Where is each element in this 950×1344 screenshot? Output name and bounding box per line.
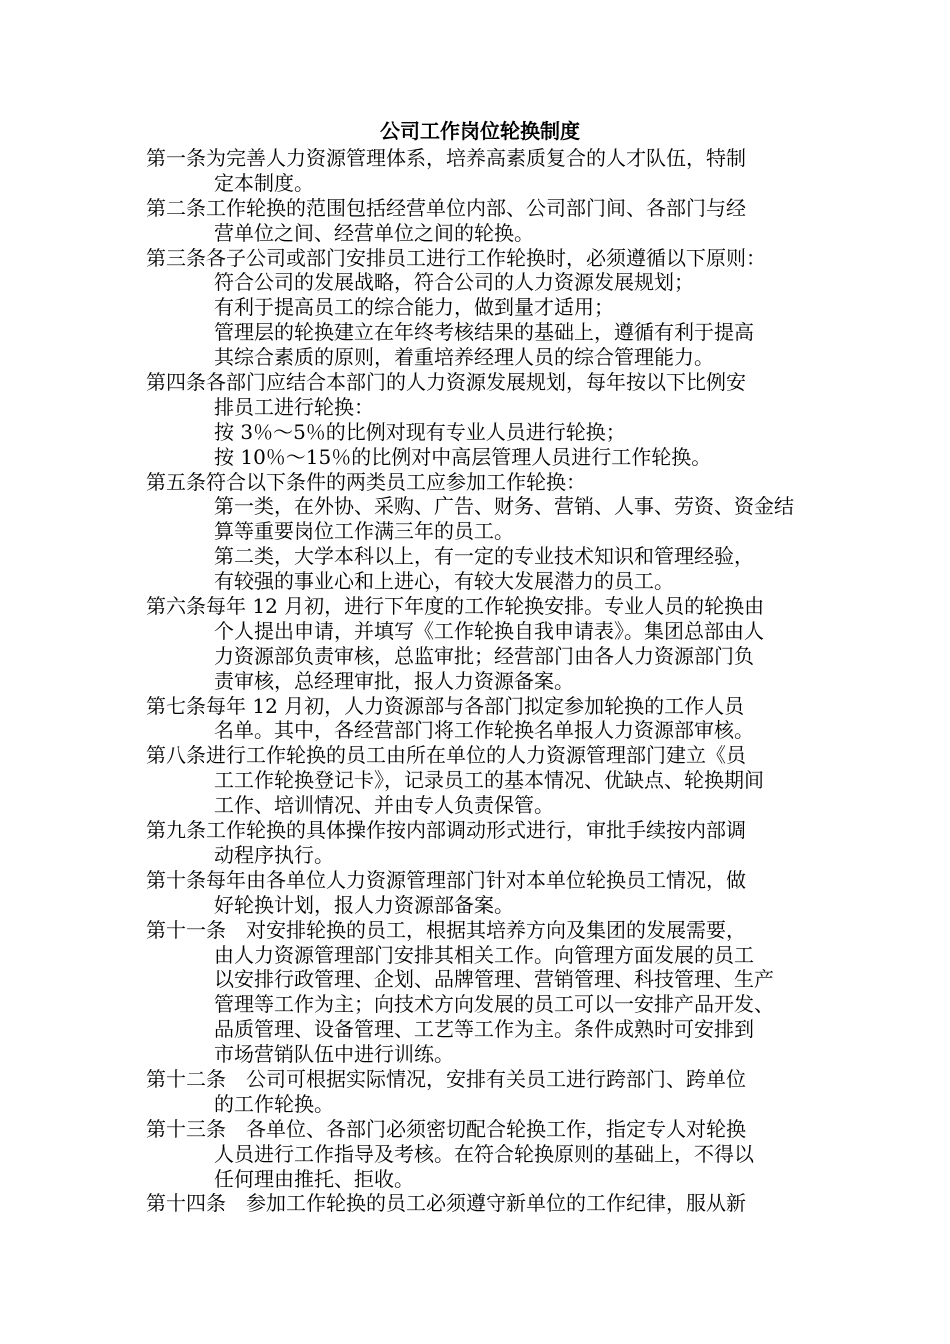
article-5-line-2: 第一类，在外协、采购、广告、财务、营销、人事、劳资、资金结 (214, 494, 794, 519)
article-10 (146, 868, 814, 918)
article-9 (146, 818, 814, 868)
article-8-line-3: 工作、培训情况、并由专人负责保管。 (214, 793, 554, 818)
article-12-line-1: 第十二条 公司可根据实际情况，安排有关员工进行跨部门、跨单位 (146, 1066, 746, 1091)
article-6-line-2: 个人提出申请，并填写《工作轮换自我申请表》。集团总部由人 (214, 618, 764, 643)
article-4 (146, 370, 814, 470)
article-3-line-3: 有利于提高员工的综合能力，做到量才适用； (214, 295, 614, 320)
article-13-line-1: 第十三条 各单位、各部门必须密切配合轮换工作，指定专人对轮换 (146, 1116, 746, 1141)
article-11-line-3: 以安排行政管理、企划、品牌管理、营销管理、科技管理、生产 (214, 967, 774, 992)
article-11-line-2: 由人力资源管理部门安排其相关工作。向管理方面发展的员工 (214, 942, 754, 967)
article-7-line-2: 名单。其中，各经营部门将工作轮换名单报人力资源部审核。 (214, 718, 754, 743)
article-11-line-5: 品质管理、设备管理、工艺等工作为主。条件成熟时可安排到 (214, 1017, 754, 1042)
article-12 (146, 1067, 814, 1117)
article-1-line-2: 定本制度。 (214, 170, 314, 195)
article-3-line-4: 管理层的轮换建立在年终考核结果的基础上，遵循有利于提高 (214, 320, 754, 345)
article-9-line-1: 第九条工作轮换的具体操作按内部调动形式进行，审批手续按内部调 (146, 818, 746, 843)
article-6-line-4: 责审核，总经理审批，报人力资源备案。 (214, 668, 574, 693)
article-10-line-2: 好轮换计划，报人力资源部备案。 (214, 892, 514, 917)
article-2-line-1: 第二条工作轮换的范围包括经营单位内部、公司部门间、各部门与经 (146, 195, 746, 220)
article-10-line-1: 第十条每年由各单位人力资源管理部门针对本单位轮换员工情况，做 (146, 867, 746, 892)
article-14 (146, 1191, 814, 1216)
article-4-line-1: 第四条各部门应结合本部门的人力资源发展规划，每年按以下比例安 (146, 370, 746, 395)
article-2 (146, 196, 814, 246)
document-page (146, 118, 814, 1216)
article-5 (146, 470, 814, 594)
article-3 (146, 246, 814, 370)
article-8-line-2: 工工作轮换登记卡》，记录员工的基本情况、优缺点、轮换期间 (214, 768, 764, 793)
article-9-line-2: 动程序执行。 (214, 842, 334, 867)
article-11-line-4: 管理等工作为主；向技术方向发展的员工可以一安排产品开发、 (214, 992, 774, 1017)
article-5-line-3: 算等重要岗位工作满三年的员工。 (214, 519, 514, 544)
article-4-line-4: 按 10％～15％的比例对中高层管理人员进行工作轮换。 (214, 444, 712, 469)
article-12-line-2: 的工作轮换。 (214, 1091, 334, 1116)
article-11-line-6: 市场营销队伍中进行训练。 (214, 1042, 454, 1067)
article-6-line-1: 第六条每年 12 月初，进行下年度的工作轮换安排。专业人员的轮换由 (146, 594, 765, 619)
article-13-line-2: 人员进行工作指导及考核。在符合轮换原则的基础上，不得以 (214, 1141, 754, 1166)
article-6 (146, 594, 814, 694)
article-3-line-1: 第三条各子公司或部门安排员工进行工作轮换时，必须遵循以下原则： (146, 245, 766, 270)
article-7 (146, 694, 814, 744)
article-14-line-1: 第十四条 参加工作轮换的员工必须遵守新单位的工作纪律，服从新 (146, 1191, 746, 1216)
article-2-line-2: 营单位之间、经营单位之间的轮换。 (214, 220, 534, 245)
article-4-line-2: 排员工进行轮换： (214, 394, 374, 419)
article-4-line-3: 按 3％～5％的比例对现有专业人员进行轮换； (214, 419, 626, 444)
article-1-line-1: 第一条为完善人力资源管理体系，培养高素质复合的人才队伍，特制 (146, 146, 746, 170)
article-8-line-1: 第八条进行工作轮换的员工由所在单位的人力资源管理部门建立《员 (146, 743, 746, 768)
article-5-line-4: 第二类，大学本科以上，有一定的专业技术知识和管理经验， (214, 544, 754, 569)
article-1 (146, 146, 814, 196)
article-13 (146, 1117, 814, 1192)
article-5-line-5: 有较强的事业心和上进心，有较大发展潜力的员工。 (214, 569, 674, 594)
article-11 (146, 918, 814, 1067)
article-5-line-1: 第五条符合以下条件的两类员工应参加工作轮换： (146, 469, 586, 494)
article-13-line-3: 任何理由推托、拒收。 (214, 1166, 414, 1191)
article-3-line-2: 符合公司的发展战略，符合公司的人力资源发展规划； (214, 270, 694, 295)
article-3-line-5: 其综合素质的原则，着重培养经理人员的综合管理能力。 (214, 345, 714, 370)
document-title: 公司工作岗位轮换制度 (380, 119, 580, 143)
article-7-line-1: 第七条每年 12 月初，人力资源部与各部门拟定参加轮换的工作人员 (146, 693, 745, 718)
article-6-line-3: 力资源部负责审核，总监审批；经营部门由各人力资源部门负 (214, 643, 754, 668)
article-8 (146, 743, 814, 818)
article-11-line-1: 第十一条 对安排轮换的员工，根据其培养方向及集团的发展需要， (146, 917, 746, 942)
